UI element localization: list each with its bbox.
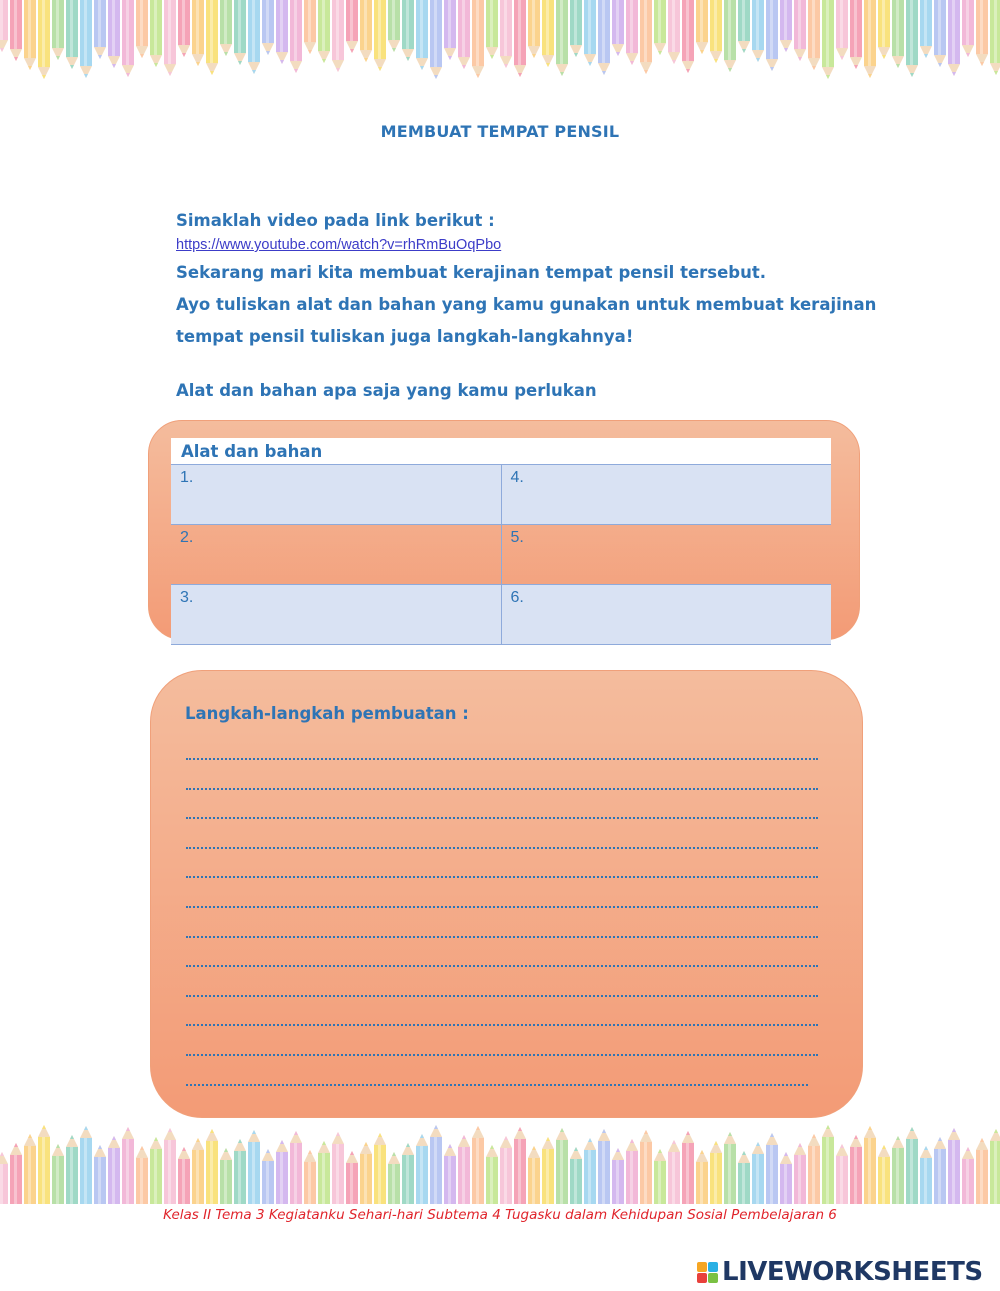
pencil-icon (850, 1135, 862, 1204)
pencil-icon (598, 1129, 610, 1204)
pencil-icon (934, 1137, 946, 1204)
writing-line[interactable] (186, 906, 818, 908)
pencil-icon (528, 0, 540, 58)
pencil-icon (570, 0, 582, 57)
pencil-icon (780, 1152, 792, 1204)
writing-line[interactable] (186, 847, 818, 849)
pencil-icon (906, 1127, 918, 1204)
writing-line[interactable] (186, 965, 818, 967)
pencil-icon (24, 1134, 36, 1204)
pencil-icon (360, 1142, 372, 1204)
pencil-icon (122, 1127, 134, 1204)
pencil-icon (374, 0, 386, 71)
pencil-icon (262, 1149, 274, 1204)
pencil-icon (10, 0, 22, 61)
pencil-icon (864, 0, 876, 78)
pencil-icon (542, 1137, 554, 1204)
pencil-icon (724, 0, 736, 72)
logo-square (708, 1262, 718, 1272)
pencil-icon (640, 1130, 652, 1204)
pencil-icon (584, 0, 596, 66)
pencil-icon (402, 1143, 414, 1204)
instruction-watch-video: Simaklah video pada link berikut : (176, 211, 495, 230)
pencil-icon (850, 0, 862, 69)
pencil-icon (430, 1125, 442, 1204)
pencil-icon (654, 1149, 666, 1204)
pencil-icon (416, 1134, 428, 1204)
pencil-icon (948, 1128, 960, 1204)
pencil-icon (444, 0, 456, 60)
instruction-make-craft: Sekarang mari kita membuat kerajinan tempat pensil tersebut. (176, 263, 767, 282)
pencil-icon (808, 1134, 820, 1204)
pencil-icon (570, 1147, 582, 1204)
material-cell[interactable]: 1. (171, 465, 501, 525)
writing-line[interactable] (186, 788, 818, 790)
pencil-icon (668, 0, 680, 64)
pencil-icon (234, 0, 246, 65)
pencil-icon (332, 0, 344, 72)
pencil-icon (318, 0, 330, 63)
pencil-icon (752, 0, 764, 62)
pencil-icon (962, 0, 974, 57)
pencil-icon (38, 0, 50, 79)
pencil-icon (668, 1140, 680, 1204)
pencil-icon (206, 1129, 218, 1204)
brand-name: LIVEWORKSHEETS (722, 1257, 983, 1287)
pencil-icon (10, 1143, 22, 1204)
pencil-icon (318, 1141, 330, 1204)
pencil-icon (150, 0, 162, 67)
pencil-icon (248, 0, 260, 74)
pencil-icon (94, 0, 106, 59)
steps-box (150, 670, 863, 1118)
pencil-icon (444, 1144, 456, 1204)
pencil-icon (710, 0, 722, 63)
pencil-icon (528, 1146, 540, 1204)
writing-line[interactable] (186, 758, 818, 760)
pencil-icon (192, 0, 204, 66)
pencil-icon (766, 0, 778, 71)
pencil-icon (612, 0, 624, 56)
pencil-icon (822, 1125, 834, 1204)
pencil-icon (458, 0, 470, 69)
pencil-icon (290, 0, 302, 73)
pencil-icon (934, 0, 946, 67)
pencil-icon (920, 1146, 932, 1204)
pencil-icon (136, 1146, 148, 1204)
pencil-icon (626, 0, 638, 65)
pencil-icon (0, 0, 8, 52)
material-cell[interactable]: 3. (171, 585, 501, 645)
pencil-icon (122, 0, 134, 77)
pencil-icon (556, 0, 568, 76)
pencil-icon (136, 0, 148, 58)
pencil-icon (752, 1142, 764, 1204)
pencil-icon (696, 0, 708, 54)
pencil-icon (192, 1138, 204, 1204)
pencil-icon (836, 1144, 848, 1204)
material-cell[interactable]: 6. (501, 585, 831, 645)
writing-line[interactable] (186, 1024, 818, 1026)
pencil-icon (472, 1126, 484, 1204)
logo-square (697, 1273, 707, 1283)
pencil-icon (276, 0, 288, 64)
pencil-icon (976, 1138, 988, 1204)
material-cell[interactable]: 2. (171, 525, 501, 585)
pencil-icon (206, 0, 218, 75)
pencil-icon (402, 0, 414, 61)
pencil-icon (472, 0, 484, 78)
video-link[interactable]: https://www.youtube.com/watch?v=rhRmBuOqPbo (176, 237, 502, 253)
pencil-icon (682, 0, 694, 73)
pencil-icon (948, 0, 960, 76)
pencil-icon (388, 0, 400, 52)
pencil-icon (766, 1133, 778, 1204)
pencil-icon (626, 1139, 638, 1204)
footer-caption: Kelas II Tema 3 Kegiatanku Sehari-hari Subtema 4 Tugasku dalam Kehidupan Sosial Pembelajaran 6 (163, 1207, 837, 1223)
materials-table (171, 438, 831, 645)
writing-line[interactable] (186, 876, 818, 878)
pencil-icon (836, 0, 848, 60)
pencil-icon (178, 0, 190, 57)
pencil-icon (696, 1150, 708, 1204)
pencil-icon (682, 1131, 694, 1204)
pencil-icon (990, 1129, 1000, 1204)
liveworksheets-logo (697, 1255, 983, 1289)
pencil-icon (388, 1152, 400, 1204)
pencil-icon (794, 1143, 806, 1204)
instructions (176, 205, 896, 353)
materials-question: Alat dan bahan apa saja yang kamu perlukan (176, 381, 597, 400)
pencil-border-bottom (0, 1122, 1000, 1204)
logo-square (708, 1273, 718, 1283)
pencil-icon (738, 0, 750, 53)
pencil-icon (458, 1135, 470, 1204)
pencil-icon (220, 1148, 232, 1204)
pencil-icon (542, 0, 554, 67)
pencil-icon (262, 0, 274, 55)
writing-line[interactable] (186, 817, 818, 819)
pencil-icon (66, 0, 78, 69)
pencil-icon (780, 0, 792, 52)
pencil-icon (990, 0, 1000, 75)
page-title: MEMBUAT TEMPAT PENSIL (380, 122, 620, 141)
pencils-icon (0, 0, 1000, 82)
pencil-icon (80, 1126, 92, 1204)
pencil-icon (178, 1147, 190, 1204)
pencil-icon (864, 1126, 876, 1204)
writing-line[interactable] (186, 936, 818, 938)
pencil-icon (514, 0, 526, 77)
instruction-write-steps: tempat pensil tuliskan juga langkah-langkahnya! (176, 327, 634, 346)
materials-table-header: Alat dan bahan (171, 438, 831, 465)
pencil-icon (500, 0, 512, 68)
material-cell[interactable]: 5. (510, 529, 524, 546)
pencil-icon (892, 1136, 904, 1204)
pencil-icon (598, 0, 610, 75)
pencils-icon (0, 1122, 1000, 1204)
pencil-icon (66, 1135, 78, 1204)
pencil-icon (962, 1147, 974, 1204)
pencil-icon (976, 0, 988, 66)
pencil-icon (724, 1132, 736, 1204)
pencil-icon (94, 1145, 106, 1204)
pencil-icon (892, 0, 904, 68)
pencil-icon (290, 1131, 302, 1204)
pencil-icon (80, 0, 92, 78)
pencil-icon (52, 0, 64, 60)
pencil-icon (150, 1137, 162, 1204)
writing-line[interactable] (186, 995, 818, 997)
pencil-icon (304, 1150, 316, 1204)
pencil-icon (430, 0, 442, 79)
pencil-icon (164, 1128, 176, 1204)
pencil-icon (612, 1148, 624, 1204)
pencil-icon (920, 0, 932, 58)
pencil-icon (416, 0, 428, 70)
pencil-icon (584, 1138, 596, 1204)
pencil-icon (738, 1151, 750, 1204)
pencil-icon (248, 1130, 260, 1204)
pencil-icon (304, 0, 316, 54)
pencil-icon (24, 0, 36, 70)
pencil-icon (486, 1145, 498, 1204)
pencil-icon (794, 0, 806, 61)
pencil-icon (500, 1136, 512, 1204)
pencil-icon (332, 1132, 344, 1204)
pencil-icon (346, 1151, 358, 1204)
pencil-icon (640, 0, 652, 74)
pencil-icon (710, 1141, 722, 1204)
steps-title: Langkah-langkah pembuatan : (185, 704, 469, 723)
table-row (171, 585, 831, 645)
pencil-icon (374, 1133, 386, 1204)
pencil-icon (0, 1152, 8, 1204)
pencil-icon (234, 1139, 246, 1204)
pencil-icon (220, 0, 232, 56)
writing-line[interactable] (186, 1084, 808, 1086)
pencil-icon (38, 1125, 50, 1204)
pencil-icon (556, 1128, 568, 1204)
pencil-icon (276, 1140, 288, 1204)
instruction-write-materials: Ayo tuliskan alat dan bahan yang kamu gunakan untuk membuat kerajinan (176, 295, 877, 314)
pencil-icon (822, 0, 834, 79)
pencil-icon (164, 0, 176, 76)
pencil-icon (360, 0, 372, 62)
writing-line[interactable] (186, 1054, 818, 1056)
pencil-icon (514, 1127, 526, 1204)
pencil-icon (346, 0, 358, 53)
table-row (171, 465, 831, 525)
pencil-icon (108, 0, 120, 68)
pencil-icon (654, 0, 666, 55)
logo-square (697, 1262, 707, 1272)
material-cell[interactable]: 4. (501, 465, 831, 525)
table-row (171, 525, 831, 585)
pencil-icon (808, 0, 820, 70)
pencil-icon (486, 0, 498, 59)
pencil-icon (52, 1144, 64, 1204)
pencil-icon (108, 1136, 120, 1204)
liveworksheets-mark-icon (697, 1262, 718, 1283)
pencil-icon (878, 1145, 890, 1204)
pencil-icon (878, 0, 890, 59)
pencil-icon (906, 0, 918, 77)
pencil-border-top (0, 0, 1000, 82)
